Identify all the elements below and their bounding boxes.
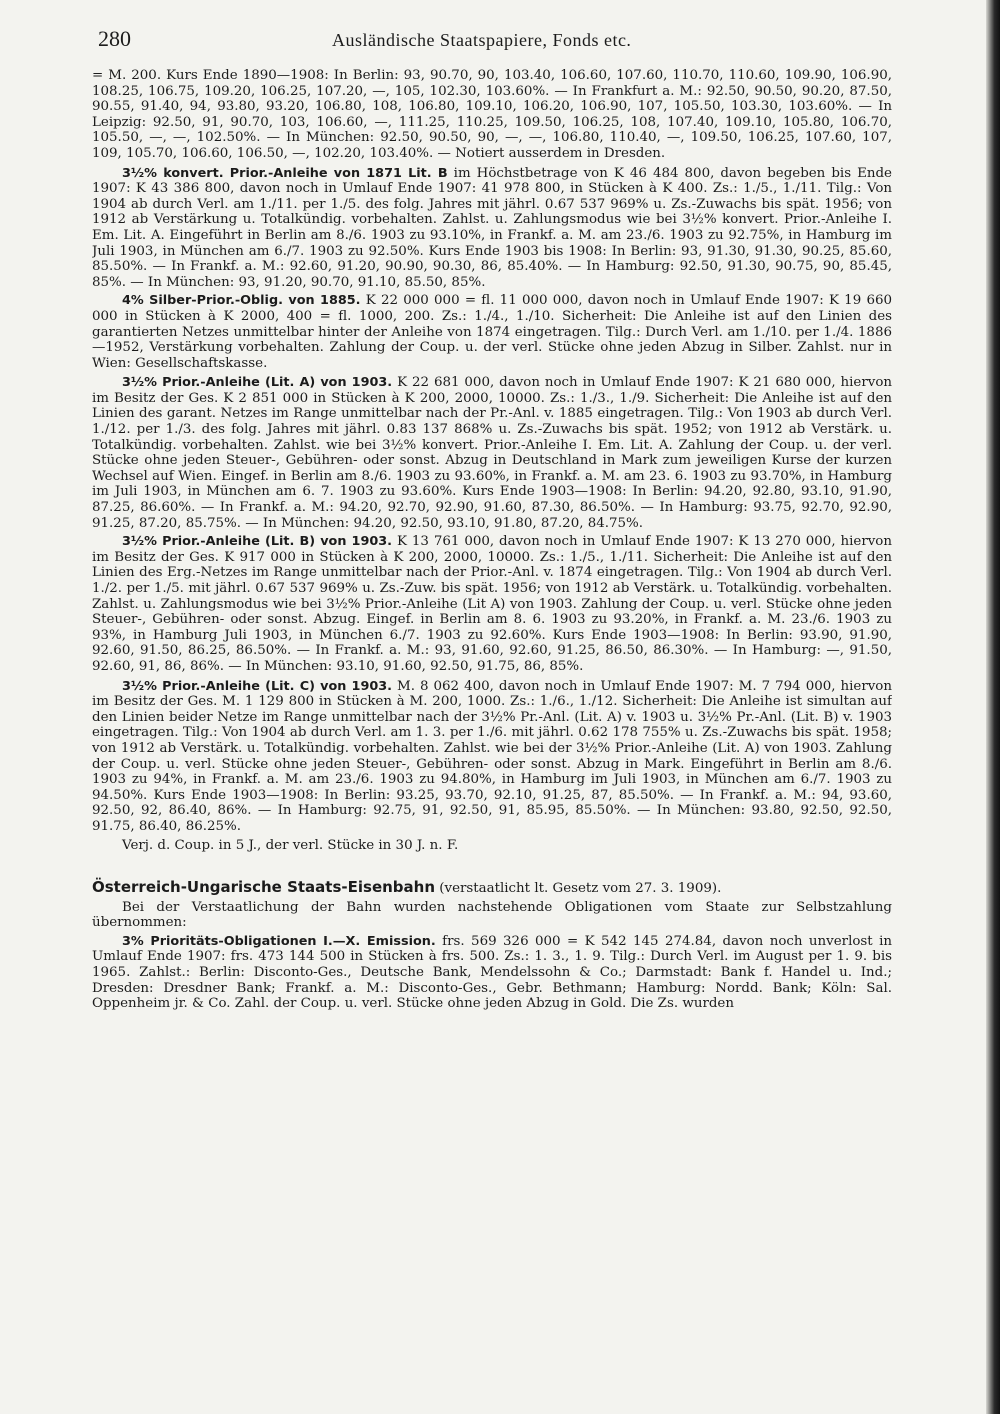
- entry-text: M. 8 062 400, davon noch in Umlauf Ende 1907: M. 7 794 000, hiervon im Besitz der Ges. M. 1 129 800 in Stücken à M. 200, 1000. Zs.: 1./6., 1./12. Sicherheit: Die Anleihe ist simultan auf den Linien beider Netze im Range unmittelbar nach der 3½% Pr.-Anl. (Lit. A) v. 1903 u. 3½% Pr.-Anl. (Lit. B) v. 1903 eingetragen. Tilg.: Von 1904 ab durch Verl. am 1. 3. per 1./6. mit jährl. 0.62 178 755% u. Zs.-Zuwachs bis spät. 1958; von 1912 ab Verstärk. u. Totalkündig. vorbehalten. Zahlst. wie bei der 3½% Prior.-Anleihe (Lit. A) von 1903. Zahlung der Coup. u. verl. Stücke ohne jeden Steuer-, Gebühren- oder sonst. Abzug in Mark. Eingeführt in Berlin am 8./6. 1903 zu 94%, in Frankf. a. M. am 23./6. 1903 zu 94.80%, in Hamburg im Juli 1903, in München am 6./7. 1903 zu 94.50%. Kurs Ende 1903—1908: In Berlin: 93.25, 93.70, 92.10, 91.25, 87, 85.50%. — In Frankf. a. M.: 94, 93.60, 92.50, 92, 86.40, 86%. — In Hamburg: 92.75, 91, 92.50, 91, 85.95, 85.50%. — In München: 93.80, 92.50, 92.50, 91.75, 86.40, 86.25%.: [92, 678, 892, 834]
- entry-text: im Höchstbetrage von K 46 484 800, davon begeben bis Ende 1907: K 43 386 800, davon noch in Umlauf Ende 1907: 41 978 800, in Stücken à K 400. Zs.: 1./5., 1./11. Tilg.: Von 1904 ab durch Verl. am 1./11. per 1./5. des folg. Jahres mit jährl. 0.67 537 969% u. Zs.-Zuwachs bis spät. 1956; von 1912 ab Verstärkung u. Totalkündig. vorbehalten. Zahlst. u. Zahlungsmodus wie bei 3½% konvert. Prior.-Anleihe I. Em. Lit. A. Eingeführt in Berlin am 8./6. 1903 zu 93.10%, in Frankf. a. M. am 23./6. 1903 zu 92.75%, in Hamburg im Juli 1903, in München am 6./7. 1903 zu 92.50%. Kurs Ende 1903 bis 1908: In Berlin: 93, 91.30, 91.30, 90.25, 85.60, 85.50%. — In Frankf. a. M.: 92.60, 91.20, 90.90, 90.30, 86, 85.40%. — In Hamburg: 92.50, 91.30, 90.75, 90, 85.45, 85%. — In München: 93, 91.20, 90.70, 91.10, 85.50, 85%.: [92, 165, 892, 290]
- scan-edge: [986, 0, 1000, 1414]
- section-title: Österreich-Ungarische Staats-Eisenbahn: [92, 878, 436, 897]
- note-text: Verj. d. Coup. in 5 J., der verl. Stücke in 30 J. n. F.: [122, 837, 459, 853]
- page-body: [92, 68, 892, 1012]
- entry-lit-a-1903: [92, 375, 892, 531]
- section-heading: [92, 880, 892, 897]
- page-number: 280: [98, 26, 131, 51]
- section-intro-text: Bei der Verstaatlichung der Bahn wurden nachstehende Obligationen vom Staate zur Selbstzahlung übernommen:: [92, 899, 892, 931]
- entry-heading: 3% Prioritäts-Obligationen I.—X. Emission.: [122, 933, 436, 949]
- entry-lit-b-1903: [92, 534, 892, 674]
- entry-heading: 3½% Prior.-Anleihe (Lit. C) von 1903.: [122, 678, 393, 694]
- running-title: Ausländische Staatspapiere, Fonds etc.: [332, 30, 632, 50]
- entry-silver-1885: [92, 293, 892, 371]
- section-spacer: [92, 856, 892, 880]
- entry-text: K 22 681 000, davon noch in Umlauf Ende 1907: K 21 680 000, hiervon im Besitz der Ges. K 2 851 000 in Stücken à K 200, 2000, 10000. Zs.: 1./3., 1./9. Sicherheit: Die Anleihe ist auf den Linien des garant. Netzes im Range unmittelbar nach der Pr.-Anl. v. 1885 eingetragen. Tilg.: Von 1903 ab durch Verl. 1./12. per 1./3. des folg. Jahres mit jährl. 0.83 137 868% u. Zs.-Zuwachs bis spät. 1952; von 1912 ab Verstärk. u. Totalkündig. vorbehalten. Zahlst. wie bei 3½% konvert. Prior.-Anleihe I. Em. Lit. A. Zahlung der Coup. u. der verl. Stücke ohne jeden Steuer-, Gebühren- oder sonst. Abzug in Deutschland in Mark zum jeweiligen Kurse der kurzen Wechsel auf Wien. Eingef. in Berlin am 8./6. 1903 zu 93.60%, in Frankf. a. M. am 23. 6. 1903 zu 93.70%, in Hamburg im Juli 1903, in München am 6. 7. 1903 zu 93.60%. Kurs Ende 1903—1908: In Berlin: 94.20, 92.80, 93.10, 91.90, 87.25, 86.60%. — In Frankf. a. M.: 94.20, 92.70, 92.90, 91.60, 87.30, 86.50%. — In Hamburg: 93.75, 92.70, 92.90, 91.25, 87.20, 85.75%. — In München: 94.20, 92.50, 93.10, 91.80, 87.20, 84.75%.: [92, 375, 892, 531]
- entry-text: K 13 761 000, davon noch in Umlauf Ende 1907: K 13 270 000, hiervon im Besitz der Ges. K 917 000 in Stücken à K 200, 2000, 10000. Zs.: 1./5., 1./11. Sicherheit: Die Anleihe ist auf den Linien des Erg.-Netzes im Range unmittelbar nach der Prior.-Anl. v. 1874 eingetragen. Tilg.: Von 1904 ab durch Verl. 1./2. per 1./5. mit jährl. 0.67 537 969% u. Zs.-Zuw. bis spät. 1956; von 1912 ab Verstärk. u. Totalkündig. vorbehalten. Zahlst. u. Zahlungsmodus wie bei 3½% Prior.-Anleihe (Lit A) von 1903. Zahlung der Coup. u. verl. Stücke ohne jeden Steuer-, Gebühren- oder sonst. Abzug. Eingef. in Berlin am 8. 6. 1903 zu 93.20%, in Frankf. a. M. 23./6. 1903 zu 93%, in Hamburg Juli 1903, in München 6./7. 1903 zu 92.60%. Kurs Ende 1903—1908: In Berlin: 93.90, 91.90, 92.60, 91.50, 86.25, 86.50%. — In Frankf. a. M.: 93, 91.60, 92.60, 91.25, 86.50, 86.30%. — In Hamburg: —, 91.50, 92.60, 91, 86, 86%. — In München: 93.10, 91.60, 92.50, 91.75, 86, 85%.: [92, 534, 892, 674]
- entry-lit-c-1903: [92, 679, 892, 835]
- entry-text: K 22 000 000 = fl. 11 000 000, davon noch in Umlauf Ende 1907: K 19 660 000 in Stücken à K 2000, 400 = fl. 1000, 200. Zs.: 1./4., 1./10. Sicherheit: Die Anleihe ist auf den Linien des garantierten Netzes unmittelbar hinter der Anleihe von 1874 eingetragen. Tilg.: Durch Verl. am 1./10. per 1./4. 1886—1952, Verstärkung vorbehalten. Zahlung der Coup. u. der verl. Stücke ohne jeden Abzug in Silber. Zahlst. nur in Wien: Gesellschaftskasse.: [92, 293, 892, 371]
- statute-of-limitations-note: [92, 838, 892, 854]
- book-page: [92, 22, 892, 1402]
- paragraph-text: = M. 200. Kurs Ende 1890—1908: In Berlin: 93, 90.70, 90, 103.40, 106.60, 107.60, 110.70, 110.60, 109.90, 106.90, 108.25, 106.75, 109.20, 106.25, 107.20, —, 105, 102.30, 103.60%. — In Frankfurt a. M.: 92.50, 90.50, 90.20, 87.50, 90.55, 91.40, 94, 93.80, 93.20, 106.80, 108, 106.80, 109.10, 106.20, 106.90, 107, 105.50, 103.30, 103.60%. — In Leipzig: 92.50, 91, 90.70, 103, 106.60, —, 111.25, 110.25, 109.50, 106.25, 108, 107.40, 109.10, 105.80, 106.70, 105.50, —, —, 102.50%. — In München: 92.50, 90.50, 90, —, —, 106.80, 110.40, —, 109.50, 106.25, 107.60, 107, 109, 105.70, 106.60, 106.50, —, 102.20, 103.40%. — Notiert ausserdem in Dresden.: [92, 68, 892, 161]
- entry-heading: 3½% konvert. Prior.-Anleihe von 1871 Lit. B: [122, 165, 448, 181]
- section-intro: [92, 900, 892, 931]
- page-header: [92, 22, 892, 58]
- entry-heading: 3½% Prior.-Anleihe (Lit. B) von 1903.: [122, 534, 393, 550]
- entry-priority-obligations: [92, 934, 892, 1012]
- entry-lit-b-1871: [92, 166, 892, 291]
- entry-heading: 3½% Prior.-Anleihe (Lit. A) von 1903.: [122, 375, 393, 391]
- entry-text: frs. 569 326 000 = K 542 145 274.84, davon noch unverlost in Umlauf Ende 1907: frs. 473 144 500 in Stücken à frs. 500. Zs.: 1. 3., 1. 9. Tilg.: Durch Verl. im August per 1. 9. bis 1965. Zahlst.: Berlin: Disconto-Ges., Deutsche Bank, Mendelssohn & Co.; Darmstadt: Bank f. Handel u. Ind.; Dresden: Dresdner Bank; Frankf. a. M.: Disconto-Ges., Gebr. Bethmann; Hamburg: Nordd. Bank; Köln: Sal. Oppenheim jr. & Co. Zahl. der Coup. u. verl. Stücke ohne jeden Abzug in Gold. Die Zs. wurden: [92, 933, 892, 1012]
- section-subtitle: (verstaatlicht lt. Gesetz vom 27. 3. 1909).: [439, 881, 722, 897]
- entry-heading: 4% Silber-Prior.-Oblig. von 1885.: [122, 293, 361, 309]
- paragraph-course-quotes: [92, 68, 892, 162]
